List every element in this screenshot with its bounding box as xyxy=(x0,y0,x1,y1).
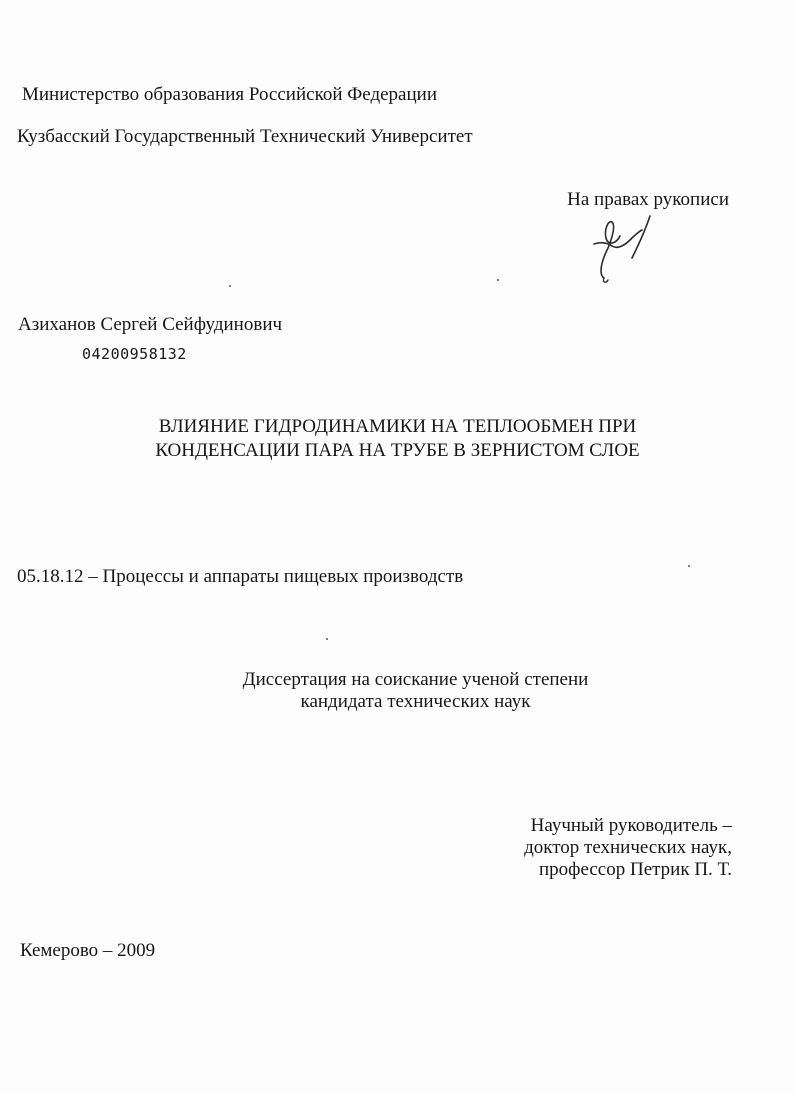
degree-line-2: кандидата технических наук xyxy=(300,691,531,712)
university-name: Кузбасский Государственный Технический Университет xyxy=(17,126,473,147)
scientific-advisor xyxy=(524,815,732,881)
degree-line-1: Диссертация на соискание ученой степени xyxy=(242,669,589,690)
scan-speck xyxy=(229,285,231,287)
registration-code: 04200958132 xyxy=(82,345,187,363)
dissertation-degree xyxy=(18,669,795,713)
specialty-code: 05.18.12 – Процессы и аппараты пищевых производств xyxy=(17,566,464,587)
advisor-line-1: Научный руководитель – xyxy=(530,815,732,836)
advisor-line-3: профессор Петрик П. Т. xyxy=(538,859,732,880)
scan-speck xyxy=(497,279,499,281)
signature-icon xyxy=(590,208,660,286)
title-line-1: ВЛИЯНИЕ ГИДРОДИНАМИКИ НА ТЕПЛООБМЕН ПРИ xyxy=(158,416,637,437)
city-year: Кемерово – 2009 xyxy=(20,940,156,961)
scan-speck xyxy=(688,565,690,567)
title-line-2: КОНДЕНСАЦИИ ПАРА НА ТРУБЕ В ЗЕРНИСТОМ СЛОЕ xyxy=(155,440,640,461)
manuscript-note: На правах рукописи xyxy=(567,189,729,210)
dissertation-title xyxy=(0,415,795,463)
author-name: Азиханов Сергей Сейфудинович xyxy=(18,314,283,335)
advisor-line-2: доктор технических наук, xyxy=(524,837,732,858)
scan-speck xyxy=(326,638,328,640)
ministry-name: Министерство образования Российской Федерации xyxy=(22,84,437,105)
